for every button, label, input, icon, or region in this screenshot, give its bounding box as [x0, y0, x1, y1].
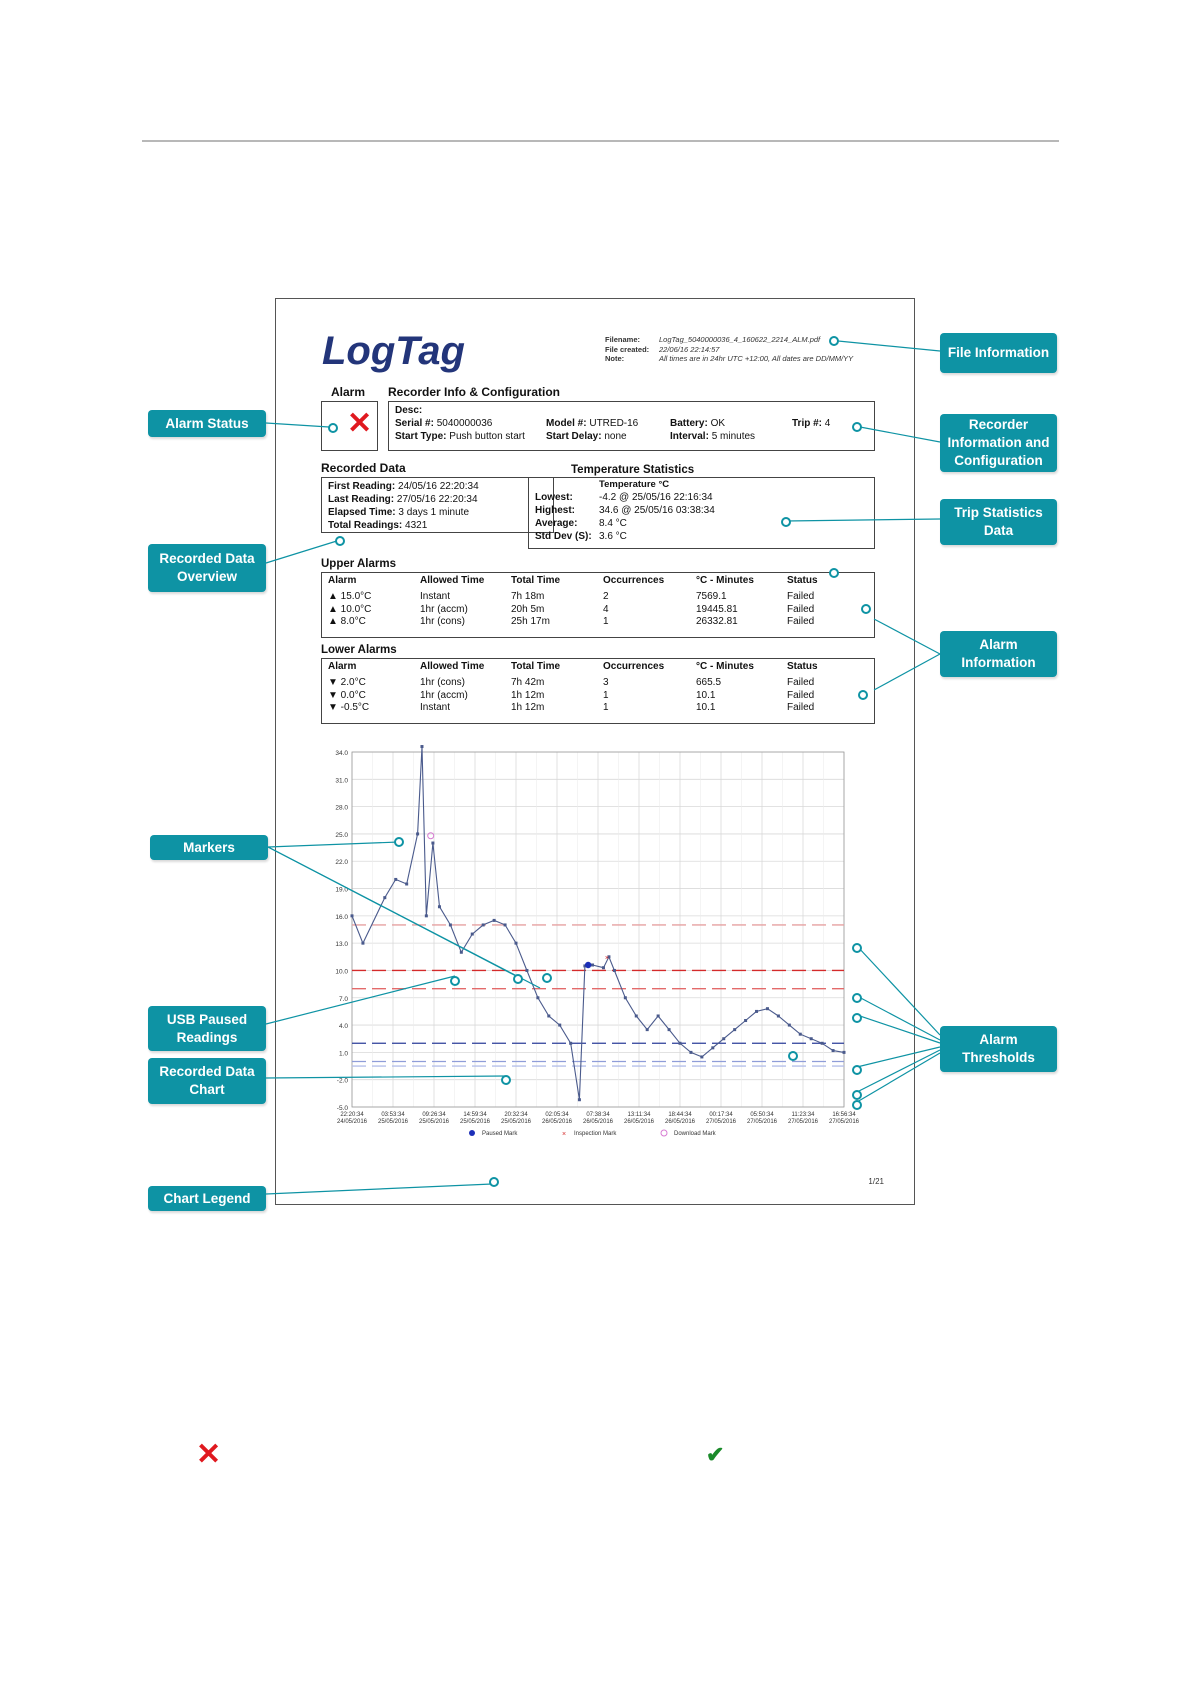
- callout-alarm-information: Alarm Information: [940, 631, 1057, 677]
- y-tick-label: 19.0: [335, 886, 348, 894]
- callout-alarm-status: Alarm Status: [148, 410, 266, 437]
- callout-markers: Markers: [150, 835, 268, 860]
- stats-header: Temperature °C: [599, 479, 670, 490]
- filename-label: Filename:: [605, 335, 641, 344]
- start-delay-label: Start Delay:: [546, 431, 602, 442]
- average-value: 8.4 °C: [599, 518, 627, 529]
- page-number: 1/21: [868, 1177, 884, 1186]
- note-label: Note:: [605, 354, 625, 363]
- y-tick-label: 34.0: [335, 750, 348, 757]
- upper-alarm-cell: 25h 17m: [511, 616, 550, 627]
- alarm-title: Alarm: [331, 385, 366, 399]
- upper-alarm-cell: ▲ 15.0°C: [328, 591, 372, 602]
- logtag-logo: LogTag: [322, 329, 465, 373]
- lowest-label: Lowest:: [535, 492, 573, 503]
- recorded-title: Recorded Data: [321, 461, 406, 475]
- y-tick-label: 4.0: [338, 1023, 348, 1031]
- filename-value: LogTag_5040000036_4_160622_2214_ALM.pdf: [659, 335, 821, 344]
- lower-alarm-cell: 1h 12m: [511, 702, 545, 713]
- trip-label: Trip #:: [792, 418, 823, 429]
- x-tick-label: 27/05/2016: [787, 1119, 819, 1125]
- x-tick-label: 00:17:34: [709, 1112, 733, 1118]
- upper-alarm-header-cell: Alarm: [328, 575, 357, 586]
- red-x-icon: ✕: [347, 407, 373, 440]
- lower-alarm-cell: 10.1: [696, 702, 716, 713]
- callout-recorder-information: Recorder Information and Configuration: [940, 414, 1057, 472]
- start-type-value: Push button start: [449, 431, 525, 442]
- lower-alarm-cell: 665.5: [696, 677, 722, 688]
- start-type-label: Start Type:: [395, 431, 447, 442]
- x-tick-label: 22:20:34: [340, 1112, 364, 1118]
- x-tick-label: 27/05/2016: [705, 1119, 737, 1125]
- last-value: 27/05/16 22:20:34: [396, 494, 478, 505]
- lower-alarm-cell: 1hr (cons): [420, 677, 466, 688]
- battery-value: OK: [710, 418, 726, 429]
- lower-alarm-cell: 1: [603, 702, 609, 713]
- note-value: All times are in 24hr UTC +12:00, All dates are DD/MM/YY: [659, 354, 854, 363]
- x-tick-label: 26/05/2016: [541, 1119, 573, 1125]
- lower-alarm-cell: ▼ -0.5°C: [328, 702, 370, 713]
- total-label: Total Readings:: [328, 520, 403, 531]
- upper-alarm-header-cell: Status: [787, 575, 818, 586]
- created-label: File created:: [605, 344, 650, 354]
- y-tick-label: 31.0: [335, 777, 348, 785]
- callout-recorded-data-chart: Recorded Data Chart: [148, 1058, 266, 1104]
- x-tick-label: 03:53:34: [381, 1112, 405, 1118]
- red-x-icon: ✕: [196, 1438, 222, 1471]
- x-tick-label: 24/05/2016: [336, 1119, 368, 1125]
- serial-label: Serial #:: [395, 418, 434, 429]
- first-value: 24/05/16 22:20:34: [398, 481, 479, 492]
- y-tick-label: 25.0: [335, 831, 348, 839]
- model-label: Model #:: [546, 418, 587, 429]
- lower-alarm-cell: Failed: [787, 689, 815, 701]
- callout-usb-paused-readings: USB Paused Readings: [148, 1006, 266, 1051]
- total-value: 4321: [405, 520, 428, 531]
- highest-label: Highest:: [535, 505, 575, 516]
- y-tick-label: -2.0: [336, 1077, 348, 1085]
- upper-alarm-cell: ▲ 10.0°C: [328, 603, 372, 615]
- upper-alarm-cell: 20h 5m: [511, 603, 545, 615]
- lower-alarm-cell: 1h 12m: [511, 689, 545, 701]
- legend-paused-label: Paused Mark: [482, 1131, 518, 1137]
- lower-alarms-title: Lower Alarms: [321, 644, 397, 656]
- x-tick-label: 05:50:34: [750, 1112, 774, 1118]
- upper-alarm-header-cell: Total Time: [511, 575, 561, 586]
- x-tick-label: 27/05/2016: [828, 1119, 860, 1125]
- y-tick-label: 22.0: [335, 859, 348, 867]
- upper-alarm-cell: Instant: [420, 591, 451, 602]
- lower-alarm-cell: 7h 42m: [511, 677, 545, 688]
- upper-alarm-cell: Failed: [787, 591, 815, 602]
- inspection-mark: ×: [604, 954, 609, 962]
- y-tick-label: 10.0: [335, 968, 348, 976]
- lower-alarm-cell: Failed: [787, 702, 815, 713]
- lower-alarm-cell: 1hr (accm): [420, 689, 468, 701]
- upper-alarm-cell: 7569.1: [696, 591, 727, 602]
- upper-alarm-cell: Failed: [787, 603, 815, 615]
- x-tick-label: 25/05/2016: [500, 1119, 532, 1125]
- elapsed-value: 3 days 1 minute: [398, 507, 470, 518]
- std-label: Std Dev (S):: [535, 531, 592, 542]
- callout-alarm-thresholds: Alarm Thresholds: [940, 1026, 1057, 1072]
- lower-alarm-cell: ▼ 2.0°C: [328, 677, 366, 688]
- lower-alarm-cell: 10.1: [696, 689, 716, 701]
- x-tick-label: 26/05/2016: [582, 1119, 614, 1125]
- lower-alarm-header-cell: °C - Minutes: [696, 661, 754, 672]
- x-tick-label: 07:38:34: [586, 1112, 610, 1118]
- created-value: 22/06/16 22:14:57: [659, 344, 720, 354]
- upper-alarm-cell: 1hr (cons): [420, 616, 466, 627]
- serial-value: 5040000036: [436, 418, 493, 429]
- y-tick-label: 7.0: [338, 995, 348, 1003]
- x-tick-label: 16:56:34: [832, 1112, 856, 1118]
- lower-alarm-header-cell: Total Time: [511, 661, 561, 672]
- start-delay-value: none: [604, 431, 627, 442]
- interval-label: Interval:: [670, 431, 709, 442]
- upper-alarm-header-cell: Allowed Time: [420, 575, 485, 586]
- lower-alarm-cell: 3: [603, 677, 609, 688]
- x-tick-label: 27/05/2016: [746, 1119, 778, 1125]
- first-label: First Reading:: [328, 481, 396, 492]
- x-tick-label: 11:23:34: [791, 1112, 815, 1118]
- callout-trip-statistics: Trip Statistics Data: [940, 499, 1057, 545]
- lower-alarm-header-cell: Status: [787, 661, 818, 672]
- lowest-value: -4.2 @ 25/05/16 22:16:34: [599, 492, 713, 503]
- battery-label: Battery:: [670, 418, 708, 429]
- callout-file-information: File Information: [940, 333, 1057, 373]
- elapsed-label: Elapsed Time:: [328, 507, 396, 518]
- std-value: 3.6 °C: [599, 531, 627, 542]
- x-tick-label: 20:32:34: [504, 1112, 528, 1118]
- upper-alarm-header-cell: °C - Minutes: [696, 575, 754, 586]
- x-tick-label: 09:26:34: [422, 1112, 446, 1118]
- model-value: UTRED-16: [589, 418, 639, 429]
- lower-alarm-cell: Failed: [787, 677, 815, 688]
- upper-alarm-cell: 26332.81: [696, 616, 738, 627]
- recorder-title: Recorder Info & Configuration: [388, 385, 560, 399]
- x-tick-label: 26/05/2016: [623, 1119, 655, 1125]
- y-tick-label: 13.0: [335, 941, 348, 949]
- highest-value: 34.6 @ 25/05/16 03:38:34: [599, 505, 715, 516]
- x-tick-label: 14:59:34: [463, 1112, 487, 1118]
- callout-chart-legend: Chart Legend: [148, 1186, 266, 1211]
- desc-label: Desc:: [395, 405, 423, 416]
- lower-alarm-cell: Instant: [420, 702, 451, 713]
- x-tick-label: 13:11:34: [627, 1112, 651, 1118]
- lower-alarm-cell: 1: [603, 689, 609, 701]
- x-tick-label: 25/05/2016: [418, 1119, 450, 1125]
- trip-value: 4: [824, 418, 831, 429]
- x-tick-label: 25/05/2016: [459, 1119, 491, 1125]
- stats-title: Temperature Statistics: [571, 464, 695, 476]
- legend-inspection-label: Inspection Mark: [574, 1131, 617, 1137]
- upper-alarm-cell: ▲ 8.0°C: [328, 616, 366, 627]
- last-label: Last Reading:: [328, 494, 395, 505]
- green-check-icon: ✔: [706, 1442, 725, 1467]
- callout-recorded-data-overview: Recorded Data Overview: [148, 544, 266, 592]
- lower-alarm-cell: ▼ 0.0°C: [328, 689, 366, 701]
- upper-alarm-cell: 4: [603, 603, 609, 615]
- lower-alarm-header-cell: Alarm: [328, 661, 357, 672]
- average-label: Average:: [535, 518, 578, 529]
- y-tick-label: -5.0: [336, 1105, 348, 1112]
- y-tick-label: 16.0: [335, 913, 348, 921]
- upper-alarm-cell: 1hr (accm): [420, 603, 468, 615]
- legend-inspection-symbol: ×: [562, 1131, 567, 1138]
- upper-alarm-header-cell: Occurrences: [603, 575, 665, 586]
- x-tick-label: 25/05/2016: [377, 1119, 409, 1125]
- upper-alarm-cell: 7h 18m: [511, 591, 545, 602]
- x-tick-label: 26/05/2016: [664, 1119, 696, 1125]
- lower-alarm-header-cell: Allowed Time: [420, 661, 485, 672]
- lower-alarm-header-cell: Occurrences: [603, 661, 665, 672]
- upper-alarm-cell: Failed: [787, 616, 815, 627]
- upper-alarms-title: Upper Alarms: [321, 558, 396, 570]
- interval-value: 5 minutes: [711, 431, 756, 442]
- upper-alarm-cell: 19445.81: [696, 603, 738, 615]
- y-tick-label: 28.0: [335, 804, 348, 812]
- x-tick-label: 02:05:34: [545, 1112, 569, 1118]
- upper-alarm-cell: 1: [603, 616, 609, 627]
- legend-download-label: Download Mark: [674, 1131, 716, 1137]
- y-tick-label: 1.0: [338, 1050, 348, 1058]
- upper-alarm-cell: 2: [603, 591, 609, 602]
- x-tick-label: 18:44:34: [668, 1112, 692, 1118]
